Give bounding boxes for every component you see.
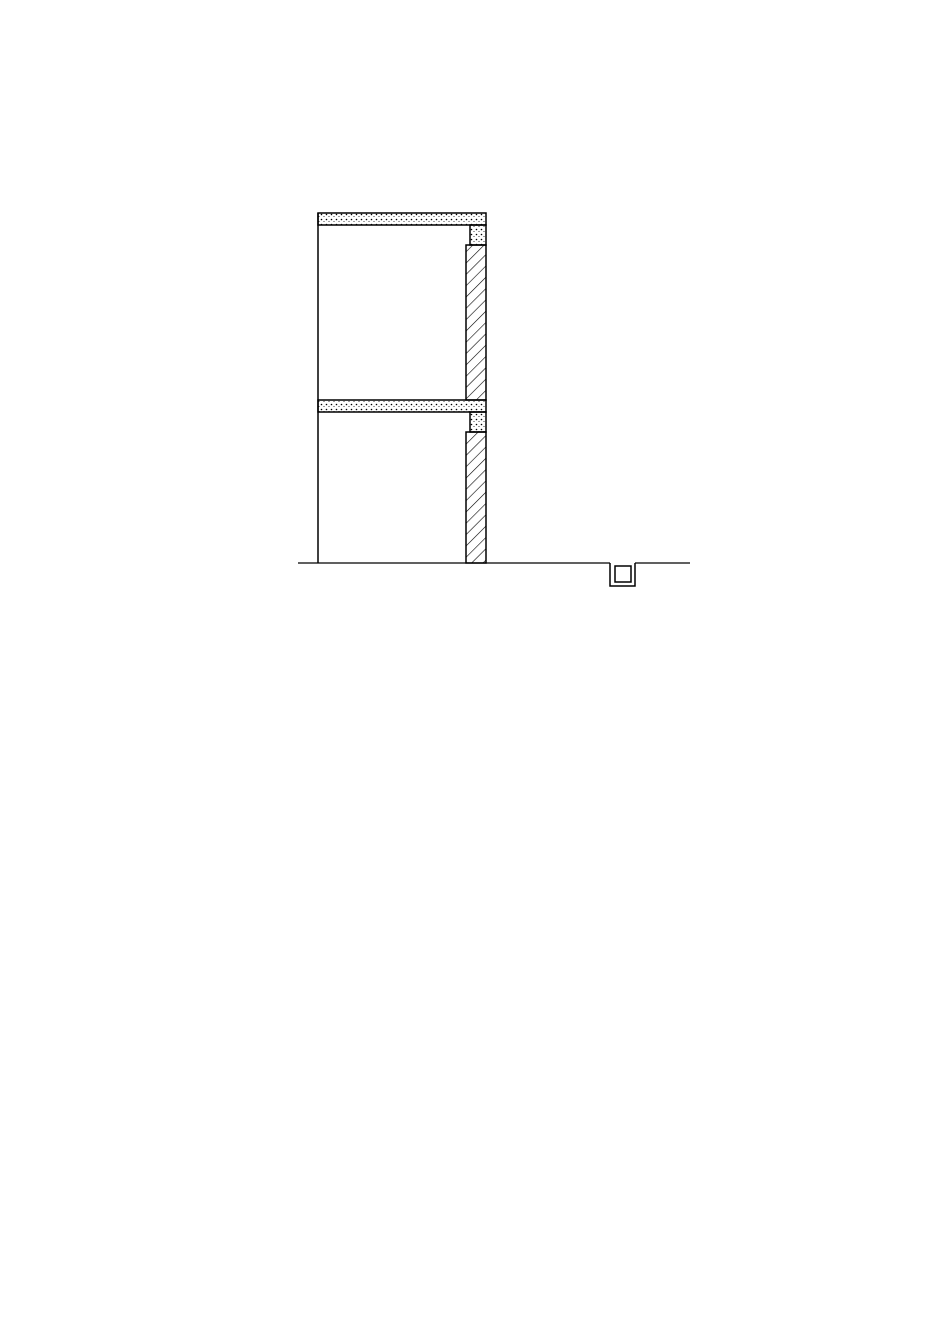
scaffold-elevation-drawing bbox=[270, 108, 720, 608]
building-structure bbox=[318, 213, 486, 563]
drain-ditch bbox=[610, 563, 635, 586]
